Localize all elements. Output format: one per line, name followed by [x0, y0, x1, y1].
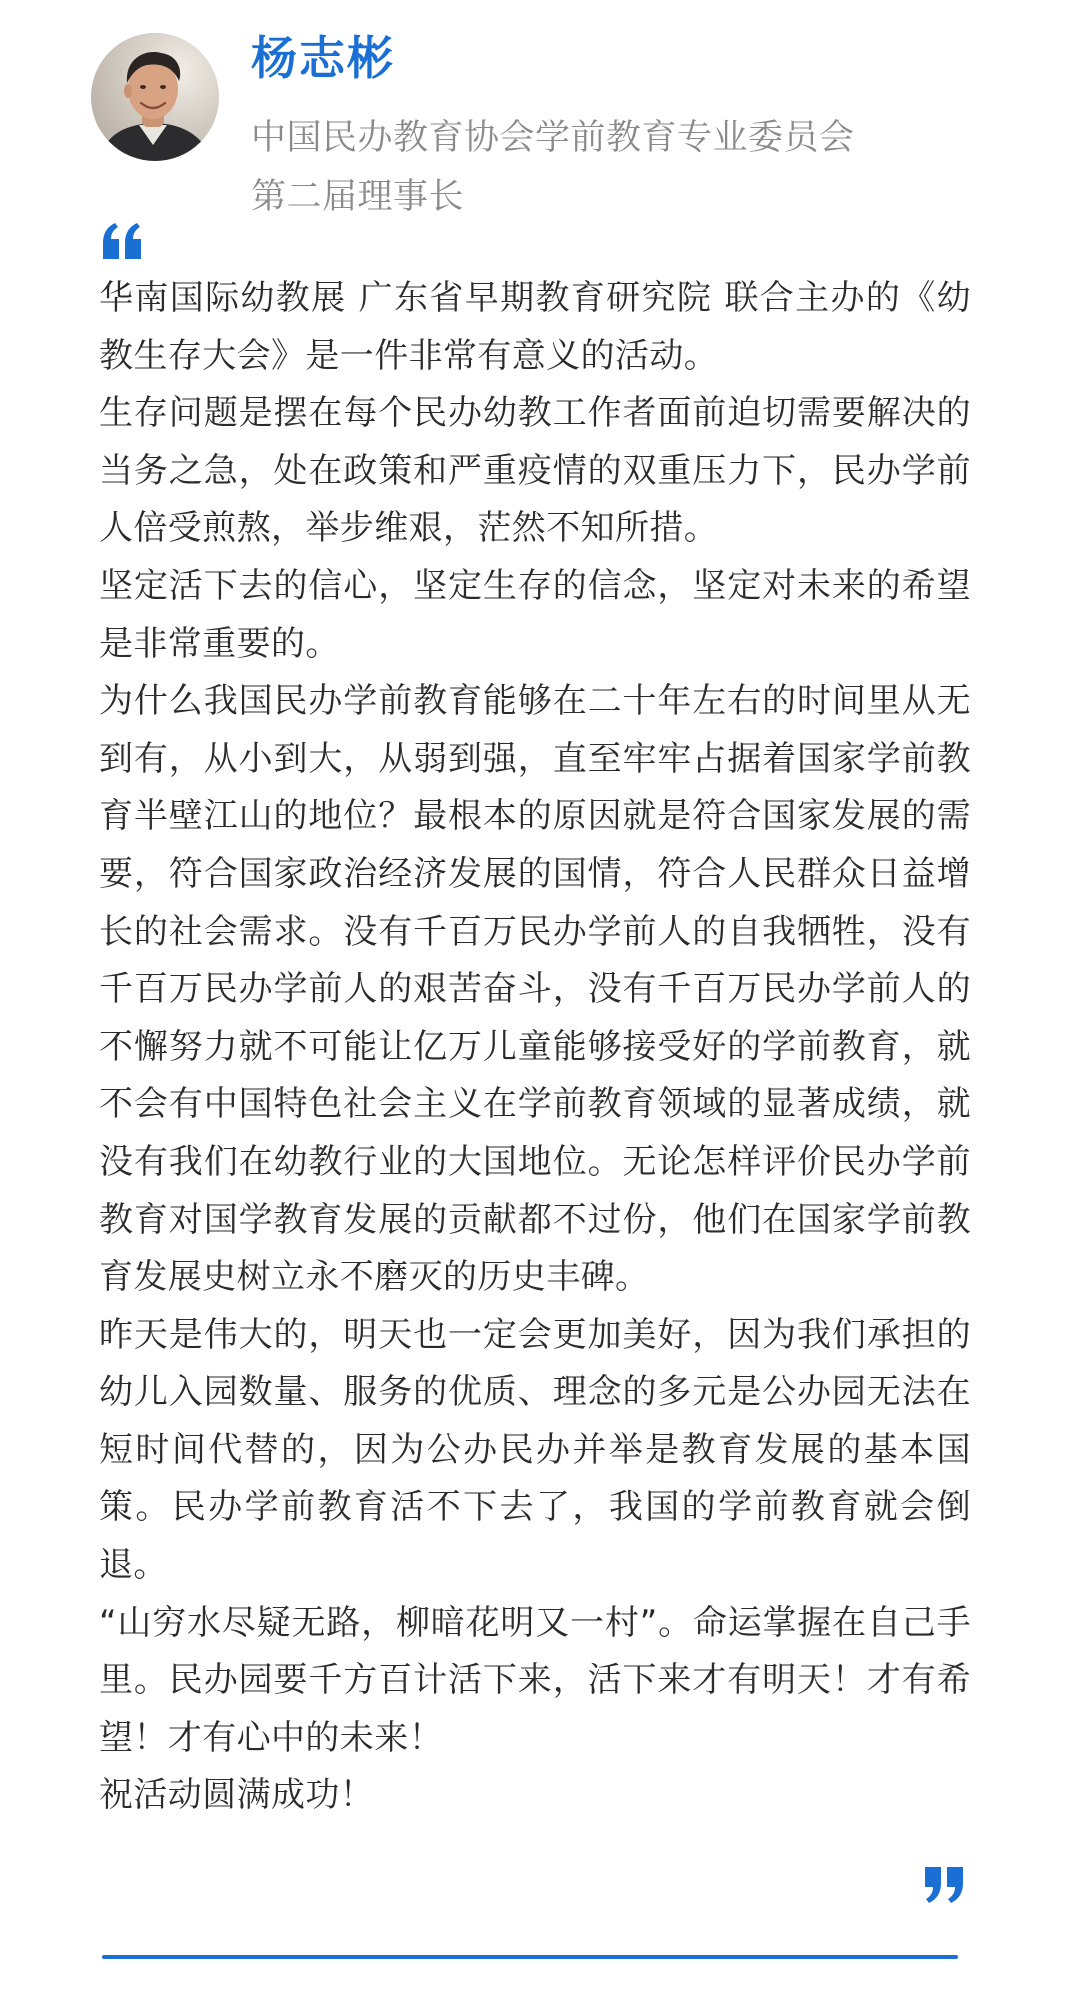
bottom-divider: [102, 1955, 958, 1959]
avatar-portrait: [91, 33, 219, 161]
quote-close-icon: [921, 1865, 967, 1905]
quote-paragraph: 生存问题是摆在每个民办幼教工作者面前迫切需要解决的当务之急，处在政策和严重疫情的双重压力下，民办学前人倍受煎熬，举步维艰，茫然不知所措。: [99, 393, 971, 549]
quote-paragraph: 祝活动圆满成功！: [99, 1775, 375, 1816]
person-title-line2: 第二届理事长: [251, 177, 465, 217]
quote-paragraph: 坚定活下去的信心，坚定生存的信念，坚定对未来的希望是非常重要的。: [99, 565, 971, 664]
quote-paragraph: “山穷水尽疑无路，柳暗花明又一村”。命运掌握在自己手里。民办园要千方百计活下来，活下来才有明天！才有希望！才有心中的未来！: [99, 1602, 971, 1758]
quote-open-icon: [99, 221, 145, 261]
quote-paragraph: 华南国际幼教展 广东省早期教育研究院 联合主办的《幼教生存大会》是一件非常有意义的活动。: [99, 278, 971, 376]
quote-paragraph: 昨天是伟大的，明天也一定会更加美好，因为我们承担的幼儿入园数量、服务的优质、理念的多元是公办园无法在短时间代替的，因为公办民办并举是教育发展的基本国策。民办学前教育活不下去了，我国的学前教育就会倒退。: [99, 1314, 971, 1586]
avatar: [91, 33, 219, 161]
person-title-line1: 中国民办教育协会学前教育专业委员会: [251, 118, 855, 158]
quote-body: [99, 270, 971, 1825]
person-name: 杨志彬: [251, 31, 395, 85]
quote-paragraph: 为什么我国民办学前教育能够在二十年左右的时间里从无到有，从小到大，从弱到强，直至牢牢占据着国家学前教育半壁江山的地位？最根本的原因就是符合国家发展的需要，符合国家政治经济发展的国情，符合人民群众日益增长的社会需求。没有千百万民办学前人的自我牺牲，没有千百万民办学前人的艰苦奋斗，没有千百万民办学前人的不懈努力就不可能让亿万儿童能够接受好的学前教育，就不会有中国特色社会主义在学前教育领域的显著成绩，就没有我们在幼教行业的大国地位。无论怎样评价民办学前教育对国学教育发展的贡献都不过份，他们在国家学前教育发展史树立永不磨灭的历史丰碑。: [99, 681, 971, 1298]
